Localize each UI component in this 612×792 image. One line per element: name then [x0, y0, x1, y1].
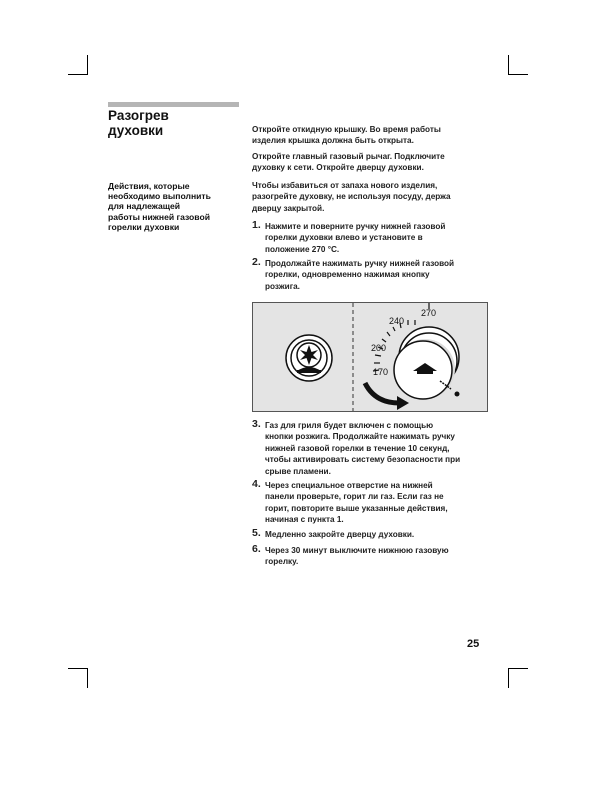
step-number: 3.	[252, 418, 261, 430]
text-line: горелку.	[265, 557, 299, 567]
text-line: Откройте откидную крышку. Во время работы	[252, 125, 441, 134]
text-line: Нажмите и поверните ручку нижней газовой	[265, 222, 446, 231]
crop-mark-bottom-right	[508, 668, 528, 669]
crop-mark-bottom-right	[508, 668, 509, 688]
text-line: Чтобы избавиться от запаха нового изделия,	[252, 181, 438, 190]
step-2	[252, 258, 454, 292]
text-line: горит, повторите выше указанные действия,	[265, 503, 448, 513]
text-line: Газ для гриля будет включен с помощью	[265, 421, 434, 430]
paragraph	[252, 151, 488, 174]
page-number: 25	[467, 638, 480, 650]
step-5	[252, 529, 414, 540]
text-line: дверцу закрытой.	[252, 203, 325, 213]
text-line: срыве пламени.	[265, 466, 331, 476]
knob-diagram	[253, 303, 487, 411]
crop-mark-top-left	[87, 55, 88, 75]
text-line: чтобы активировать систему безопасности при	[265, 455, 461, 465]
step-6	[252, 545, 449, 568]
oven-knob-illustration	[252, 302, 488, 412]
step-number: 4.	[252, 478, 261, 490]
side-line: Действия, которые	[108, 181, 190, 191]
crop-mark-bottom-left	[87, 668, 88, 688]
text-line: разогрейте духовку, не используя посуду, держа	[252, 192, 451, 202]
step-4	[252, 480, 448, 526]
step-number: 1.	[252, 219, 261, 231]
paragraph	[252, 124, 488, 147]
title-line: духовки	[108, 123, 164, 138]
step-number: 6.	[252, 543, 261, 555]
text-line: Продолжайте нажимать ручку нижней газовой	[265, 259, 455, 268]
ignition-button-icon	[286, 335, 332, 381]
dial-label: 270	[421, 308, 437, 318]
text-line: духовку к сети. Откройте дверцу духовки.	[252, 163, 424, 173]
text-line: Через 30 минут выключите нижнюю газовую	[265, 546, 449, 555]
crop-mark-top-left	[68, 74, 88, 75]
step-number: 2.	[252, 256, 261, 268]
dial-label: 240	[389, 316, 405, 326]
text-line: Медленно закройте дверцу духовки.	[265, 530, 415, 539]
side-line: горелки духовки	[108, 221, 180, 232]
text-line: горелки духовки влево и установите в	[265, 233, 423, 243]
text-line: кнопки розжига. Продолжайте нажимать ручку	[265, 432, 455, 442]
text-line: нижней газовой горелки в течение 10 секунд,	[265, 443, 450, 453]
text-line: Через специальное отверстие на нижней	[265, 481, 433, 490]
crop-mark-bottom-left	[68, 668, 88, 669]
side-line: необходимо выполнить	[108, 191, 211, 202]
section-title	[108, 108, 169, 138]
side-heading	[108, 181, 243, 232]
text-line: Откройте главный газовый рычаг. Подключите	[252, 152, 445, 161]
step-3	[252, 420, 460, 477]
step-1	[252, 221, 445, 255]
side-line: для надлежащей	[108, 201, 181, 212]
temperature-knob-icon	[365, 303, 460, 410]
title-line: Разогрев	[108, 108, 169, 123]
side-line: работы нижней газовой	[108, 211, 210, 222]
crop-mark-top-right	[508, 74, 528, 75]
text-line: панели проверьте, горит ли газ. Если газ не	[265, 492, 444, 502]
text-line: горелки, одновременно нажимая кнопку	[265, 270, 430, 280]
text-line: начиная с пункта 1.	[265, 515, 344, 525]
dial-label: 170	[373, 367, 389, 377]
text-line: изделия крышка должна быть открыта.	[252, 136, 414, 146]
crop-mark-top-right	[508, 55, 509, 75]
text-line: розжига.	[265, 281, 300, 291]
section-bar	[108, 102, 239, 107]
text-line: положение 270 °C.	[265, 244, 340, 254]
paragraph	[252, 180, 488, 214]
dial-label: 200	[371, 343, 387, 353]
step-number: 5.	[252, 527, 261, 539]
